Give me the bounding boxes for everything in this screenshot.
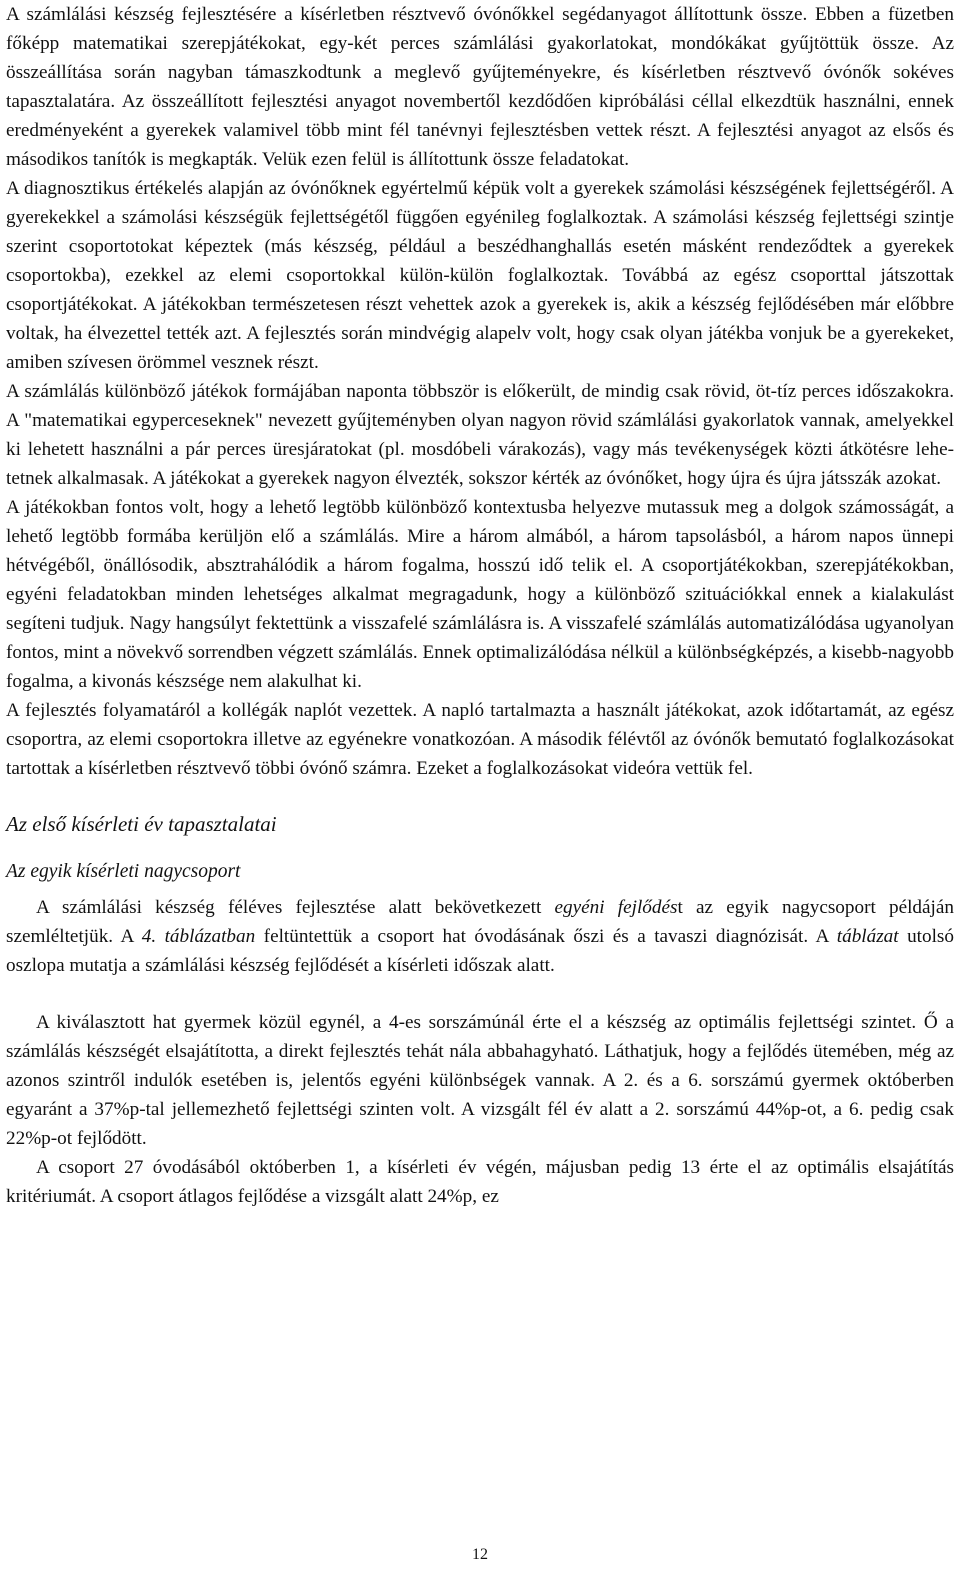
intro-text-3: feltüntettük a csoport hat óvodásának őszi és a tavaszi diagnózisát. A <box>255 926 837 947</box>
body-paragraph-1: A számlálási készség fejlesztésére a kísérletben résztvevő óvónőkkel segédanyagot állítottunk össze. Ebben a füzetben főképp matematikai szerepjátékokat, egy-két perces számlálási gyakorlatokat, mondókákat gyűjtöttük össze. Az összeállítása során nagyban támaszkodtunk a meglevő gyűjteményekre, és kísérletben résztvevő óvónők sokéves tapasztalatára. Az összeállított fejlesztési anyagot novembertől kezdődően kipróbálási céllal elkezdtük használni, ennek eredményeként a gyerekek valamivel több mint fél tanévnyi fejlesztésben vettek részt. A fejlesztési anyagot az elsős és másodikos tanítók is megkapták. Velük ezen felül is állítottunk össze feladatokat. <box>6 4 954 170</box>
intro-italic-1: egyéni fejlődés <box>554 897 678 918</box>
subsection-heading: Az egyik kísérleti nagycsoport <box>6 861 241 882</box>
body-paragraph-child: A kiválasztott hat gyermek közül egynél, a 4-es sorszámúnál érte el a készség az optimális fejlettségi szintet. Ő a számlálás készségét elsajátította, a direkt fejlesztés tehát nála abbahagyható. Láthatjuk, hogy a fejlődés ütemében, még az azonos szintről indulók esetében is, jelentős egyéni különbségek vannak. A 2. és a 6. sorszámú gyermek októberben egyaránt a 37%p-tal jellemezhető fejlettségi szinten volt. A vizsgált fél év alatt a 2. sorszámú 44%p-ot, a 6. pedig csak 22%p-ot fejlődött. <box>6 1012 954 1149</box>
intro-italic-2: 4. táblázatban <box>141 926 256 947</box>
body-paragraph-2: A diagnosztikus értékelés alapján az óvónőknek egyértelmű képük volt a gyerekek számolási készségének fejlettségéről. A gyerekekkel a számolási készségük fejlettségétől függően egyénileg foglalkoztak. A számolási készség fejlettségi szintje szerint csoportotokat képeztek (más készség, például a beszédhanghallás esetén másként rendeződtek a gyerekek csoportokba), ezekkel az elemi csoportokkal külön-külön foglalkoztak. Továbbá az egész csoporttal játszottak csoportjátékokat. A játékokban természetesen részt vehettek azok a gyerekek is, akik a készség fejlődésében már előbbre voltak, ha élvezettel tették azt. A fejlesztés során mindvégig alapelv volt, hogy csak olyan játékba vonjuk be a gyerekeket, amiben szívesen örömmel vesznek részt. <box>6 178 954 373</box>
body-paragraph-5: A fejlesztés folyamatáról a kollégák naplót vezettek. A napló tartalmazta a használt játékokat, azok időtartamát, az egész csoportra, az elemi csoportokra illetve az egyénekre vonatkozóan. A második félévtől az óvónők bemutató foglalkozásokat tartottak a kísérletben résztvevő többi óvónő számra. Ezeket a foglalkozásokat videóra vettük fel. <box>6 700 954 779</box>
page-number: 12 <box>472 1546 488 1563</box>
section-heading: Az első kísérleti év tapasztalatai <box>6 812 277 836</box>
intro-text-1: A számlálási készség féléves fejlesztése alatt bekövetkezett <box>36 897 555 918</box>
body-paragraph-3: A számlálás különböző játékok formájában naponta többször is előkerült, de mindig csak rövid, öt-tíz perces időszakokra. A "matematikai egyperceseknek" nevezett gyűjteményben olyan nagyon rövid számlálási gyakorlatok vannak, amelyekkel ki lehetett használni a pár perces üresjáratokat (pl. mosdóbeli várakozás), vagy más tevékenységek közti átkötésre lehetetnek alkalmasak. A játékokat a gyerekek nagyon élvezték, sokszor kérték az óvónőket, hogy újra és újra játsszák azokat. <box>6 381 954 489</box>
body-paragraph-group: A csoport 27 óvodásából októberben 1, a kísérleti év végén, májusban pedig 13 érte el az optimális elsajátítás kritériumát. A csoport átlagos fejlődése a vizsgált alatt 24%p, ez <box>6 1157 954 1207</box>
intro-italic-3: táblázat <box>836 926 899 947</box>
intro-text-4: utolsó oszlopa mutatja a számlálási készség fejlődését a kísérleti időszak alatt. <box>6 926 954 976</box>
body-paragraph-group-intro <box>6 893 954 980</box>
document-page <box>6 0 954 1211</box>
intro-text-2: t az egyik nagycsoport példáján szemléltetjük. A <box>6 897 954 947</box>
body-paragraph-4: A játékokban fontos volt, hogy a lehető legtöbb különböző kontextusba helyezve mutassuk meg a dolgok számosságát, a lehető legtöbb formába kerüljön elő a számlálás. Mire a három almából, a három tapsolásból, a három napos ünnepi hétvégéből, önállósodik, absztrahálódik a három fogalma, hosszú idő telik el. A csoportjátékokban, szerepjátékokban, egyéni feladatokban minden lehetséges alkalmat megragadunk, hogy a különböző szituációkkal ennek a kialakulást segíteni tudjuk. Nagy hangsúlyt fektettünk a visszafelé számlálásra is. A visszafelé számlálás automatizálódása ugyanolyan fontos, mint a növekvő sorrendben végzett számlálás. Ennek optimalizálódása nélkül a különbségképzés, a kisebb-nagyobb fogalma, a kivonás készsége nem alakulhat ki. <box>6 497 954 692</box>
